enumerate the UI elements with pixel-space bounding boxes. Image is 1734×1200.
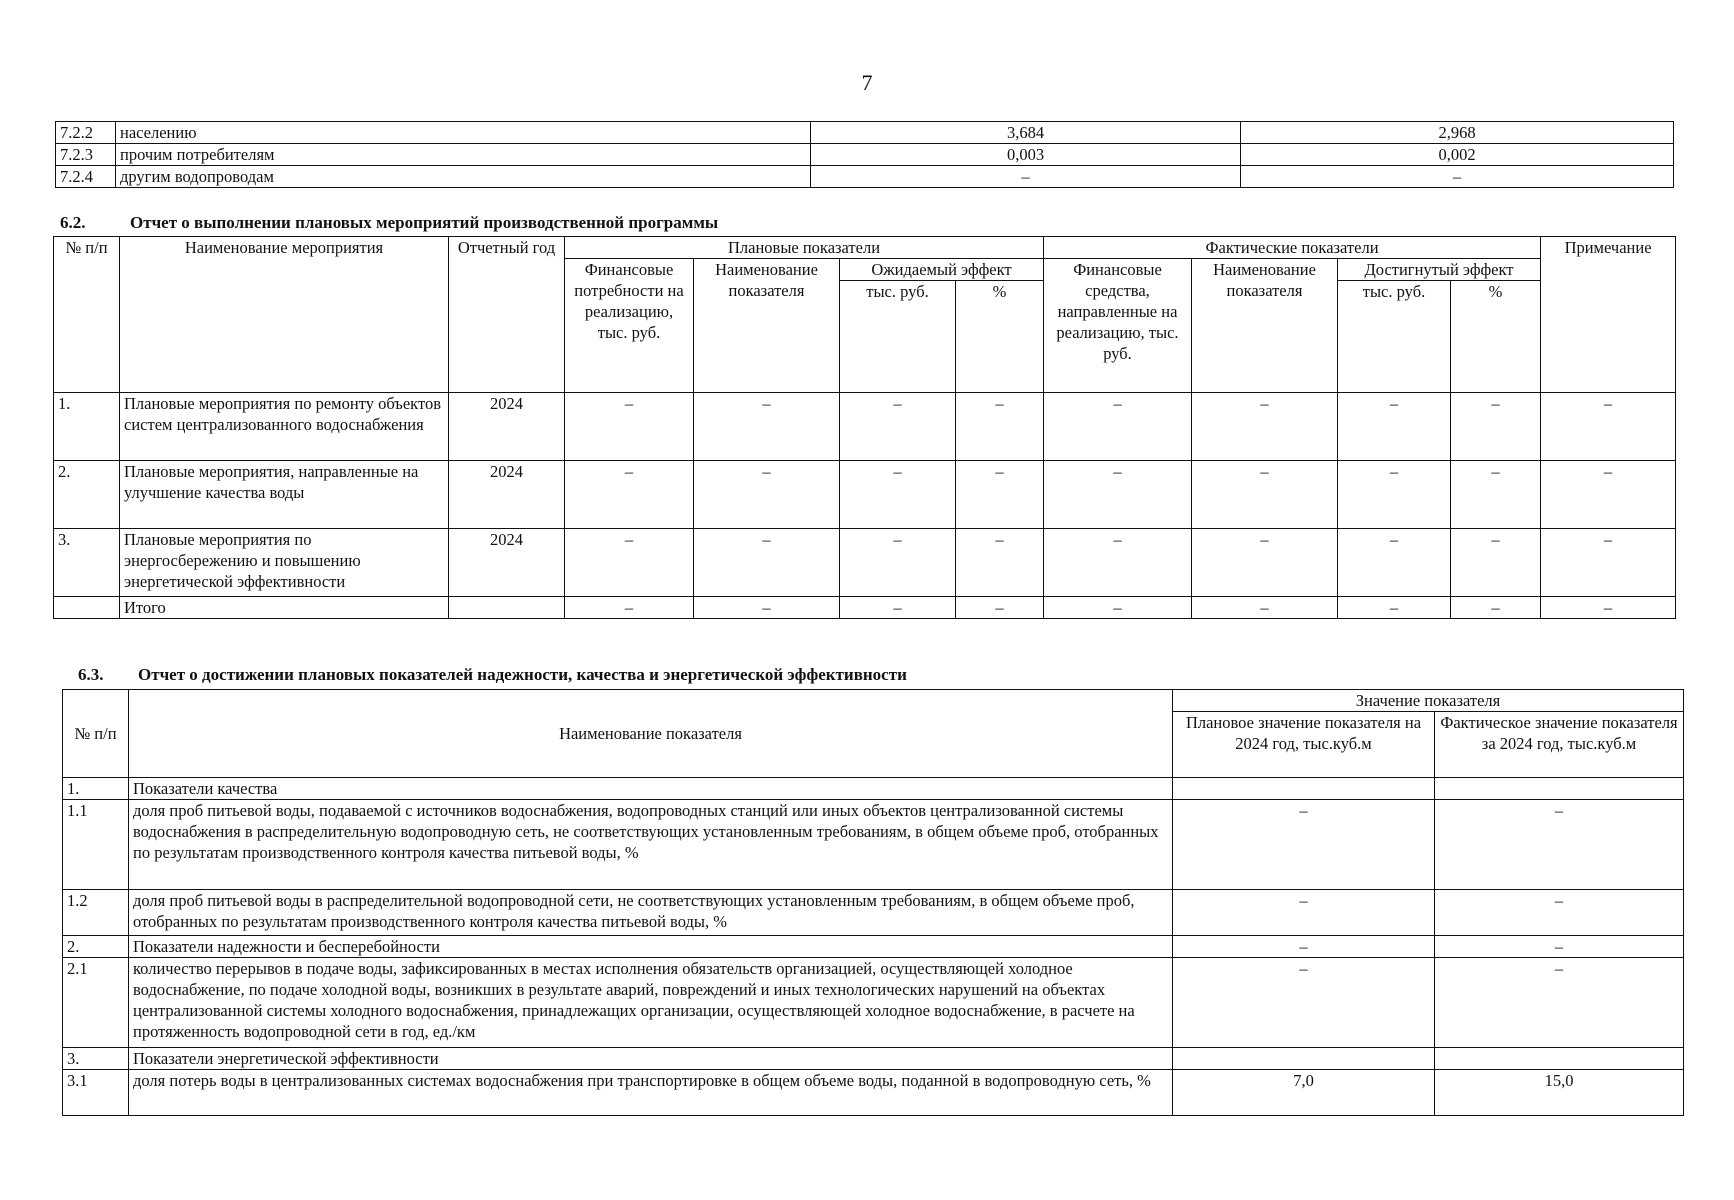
table-row xyxy=(63,1048,1684,1070)
row-cell: – xyxy=(694,529,840,597)
total-cell: – xyxy=(1451,597,1541,619)
total-cell: – xyxy=(1044,597,1192,619)
row-cell: – xyxy=(565,393,694,461)
section-title: Отчет о достижении плановых показателей надежности, качества и энергетической эффективности xyxy=(138,665,907,684)
section-number: 6.2. xyxy=(60,213,86,232)
row-number: 7.2.3 xyxy=(56,144,116,166)
header-planned: Плановые показатели xyxy=(565,237,1044,259)
row-name: Плановые мероприятия, направленные на улучшение качества воды xyxy=(120,461,449,529)
row-plan: – xyxy=(1173,800,1435,890)
row-name: Показатели надежности и бесперебойности xyxy=(129,936,1173,958)
row-cell: – xyxy=(840,529,956,597)
row-cell: – xyxy=(1541,529,1676,597)
row-number: 2. xyxy=(63,936,129,958)
row-name: доля проб питьевой воды в распределительной водопроводной сети, не соответствующих установленным требованиям, в общем объеме проб, отобранных по результатам производственного контроля качества питьевой воды, % xyxy=(129,890,1173,936)
row-plan xyxy=(1173,778,1435,800)
table-row xyxy=(63,936,1684,958)
total-cell: – xyxy=(840,597,956,619)
total-year xyxy=(449,597,565,619)
row-number: 3.1 xyxy=(63,1070,129,1116)
row-number: 1. xyxy=(54,393,120,461)
indicators-table xyxy=(62,689,1684,1116)
row-cell: – xyxy=(956,529,1044,597)
row-cell: – xyxy=(1541,393,1676,461)
header-plan-pct: % xyxy=(956,281,1044,393)
header-plan-name: Наименование показателя xyxy=(694,259,840,393)
row-fact: – xyxy=(1435,936,1684,958)
row-number: 7.2.2 xyxy=(56,122,116,144)
header-plan-fin: Финансовые потребности на реализацию, тыс. руб. xyxy=(565,259,694,393)
header-planned: Плановое значение показателя на 2024 год, тыс.куб.м xyxy=(1173,712,1435,778)
row-plan: – xyxy=(1173,958,1435,1048)
header-actual: Фактические показатели xyxy=(1044,237,1541,259)
row-plan: – xyxy=(1173,936,1435,958)
section-title: Отчет о выполнении плановых мероприятий производственной программы xyxy=(130,213,719,232)
row-name: количество перерывов в подаче воды, зафиксированных в местах исполнения обязательств организацией, осуществляющей холодное водоснабжение, по подаче холодной воды, возникших в результате аварий, повреждений и иных технологических нарушений на объектах централизованной системы холодного водоснабжения, принадлежащих организации, осуществляющей холодное водоснабжение, в расчете на протяженность водопроводной сети в год, ед./км xyxy=(129,958,1173,1048)
row-name: другим водопроводам xyxy=(116,166,811,188)
header-name: Наименование мероприятия xyxy=(120,237,449,393)
table-row xyxy=(54,529,1676,597)
table-row xyxy=(56,122,1674,144)
row-cell: – xyxy=(1044,393,1192,461)
row-value-fact: 2,968 xyxy=(1241,122,1674,144)
header-plan-effect: Ожидаемый эффект xyxy=(840,259,1044,281)
section-62-heading xyxy=(60,213,718,233)
row-plan xyxy=(1173,1048,1435,1070)
table-row xyxy=(63,1070,1684,1116)
row-value-plan: – xyxy=(811,166,1241,188)
header-name: Наименование показателя xyxy=(129,690,1173,778)
section-number: 6.3. xyxy=(78,665,104,684)
row-plan: 7,0 xyxy=(1173,1070,1435,1116)
row-cell: – xyxy=(1338,529,1451,597)
row-name: доля проб питьевой воды, подаваемой с источников водоснабжения, водопроводных станций или иных объектов централизованной системы водоснабжения в распределительную водопроводную сеть, не соответствующих установленным требованиям, в общем объеме проб, отобранных по результатам производственного контроля качества питьевой воды, % xyxy=(129,800,1173,890)
row-year: 2024 xyxy=(449,529,565,597)
section-63-heading xyxy=(78,665,907,685)
activities-table xyxy=(53,236,1676,619)
row-value-fact: – xyxy=(1241,166,1674,188)
page-number: 7 xyxy=(861,70,873,95)
row-fact: 15,0 xyxy=(1435,1070,1684,1116)
row-cell: – xyxy=(1541,461,1676,529)
row-cell: – xyxy=(1044,461,1192,529)
total-cell: – xyxy=(1192,597,1338,619)
row-cell: – xyxy=(956,461,1044,529)
header-act-rub: тыс. руб. xyxy=(1338,281,1451,393)
table-row xyxy=(56,166,1674,188)
row-fact xyxy=(1435,778,1684,800)
header-num: № п/п xyxy=(63,690,129,778)
row-cell: – xyxy=(565,529,694,597)
row-name: доля потерь воды в централизованных системах водоснабжения при транспортировке в общем объеме воды, поданной в водопроводную сеть, % xyxy=(129,1070,1173,1116)
header-act-name: Наименование показателя xyxy=(1192,259,1338,393)
header-value: Значение показателя xyxy=(1173,690,1684,712)
row-year: 2024 xyxy=(449,461,565,529)
header-act-effect: Достигнутый эффект xyxy=(1338,259,1541,281)
row-cell: – xyxy=(840,461,956,529)
row-year: 2024 xyxy=(449,393,565,461)
row-plan: – xyxy=(1173,890,1435,936)
row-cell: – xyxy=(1192,529,1338,597)
row-fact: – xyxy=(1435,958,1684,1048)
row-number: 2.1 xyxy=(63,958,129,1048)
row-value-plan: 3,684 xyxy=(811,122,1241,144)
row-cell: – xyxy=(1451,393,1541,461)
row-name: Плановые мероприятия по ремонту объектов систем централизованного водоснабжения xyxy=(120,393,449,461)
total-cell: – xyxy=(1338,597,1451,619)
total-cell: – xyxy=(956,597,1044,619)
header-act-fin: Финансовые средства, направленные на реализацию, тыс. руб. xyxy=(1044,259,1192,393)
table-row xyxy=(63,958,1684,1048)
row-cell: – xyxy=(1338,461,1451,529)
row-name: прочим потребителям xyxy=(116,144,811,166)
row-cell: – xyxy=(956,393,1044,461)
row-cell: – xyxy=(1044,529,1192,597)
row-name: Показатели энергетической эффективности xyxy=(129,1048,1173,1070)
total-cell: – xyxy=(565,597,694,619)
total-cell: – xyxy=(694,597,840,619)
table-row xyxy=(56,144,1674,166)
row-value-fact: 0,002 xyxy=(1241,144,1674,166)
row-cell: – xyxy=(840,393,956,461)
header-plan-rub: тыс. руб. xyxy=(840,281,956,393)
table-row xyxy=(63,778,1684,800)
row-number: 2. xyxy=(54,461,120,529)
row-number: 3. xyxy=(63,1048,129,1070)
row-value-plan: 0,003 xyxy=(811,144,1241,166)
header-act-pct: % xyxy=(1451,281,1541,393)
row-cell: – xyxy=(1451,461,1541,529)
row-cell: – xyxy=(1192,461,1338,529)
top-table xyxy=(55,121,1674,188)
row-number: 7.2.4 xyxy=(56,166,116,188)
table-row xyxy=(54,461,1676,529)
table-row xyxy=(63,890,1684,936)
header-note: Примечание xyxy=(1541,237,1676,393)
row-cell: – xyxy=(1451,529,1541,597)
total-label: Итого xyxy=(120,597,449,619)
row-cell: – xyxy=(694,461,840,529)
row-fact: – xyxy=(1435,890,1684,936)
row-name: Плановые мероприятия по энергосбережению и повышению энергетической эффективности xyxy=(120,529,449,597)
row-fact: – xyxy=(1435,800,1684,890)
row-cell: – xyxy=(694,393,840,461)
row-cell: – xyxy=(1192,393,1338,461)
row-name: населению xyxy=(116,122,811,144)
row-number: 1. xyxy=(63,778,129,800)
row-cell: – xyxy=(1338,393,1451,461)
total-row xyxy=(54,597,1676,619)
row-number: 1.2 xyxy=(63,890,129,936)
row-number: 1.1 xyxy=(63,800,129,890)
row-number: 3. xyxy=(54,529,120,597)
table-row xyxy=(54,393,1676,461)
header-year: Отчетный год xyxy=(449,237,565,393)
header-num: № п/п xyxy=(54,237,120,393)
row-fact xyxy=(1435,1048,1684,1070)
table-row xyxy=(63,800,1684,890)
row-name: Показатели качества xyxy=(129,778,1173,800)
header-actual: Фактическое значение показателя за 2024 год, тыс.куб.м xyxy=(1435,712,1684,778)
total-cell: – xyxy=(1541,597,1676,619)
row-cell: – xyxy=(565,461,694,529)
total-num xyxy=(54,597,120,619)
